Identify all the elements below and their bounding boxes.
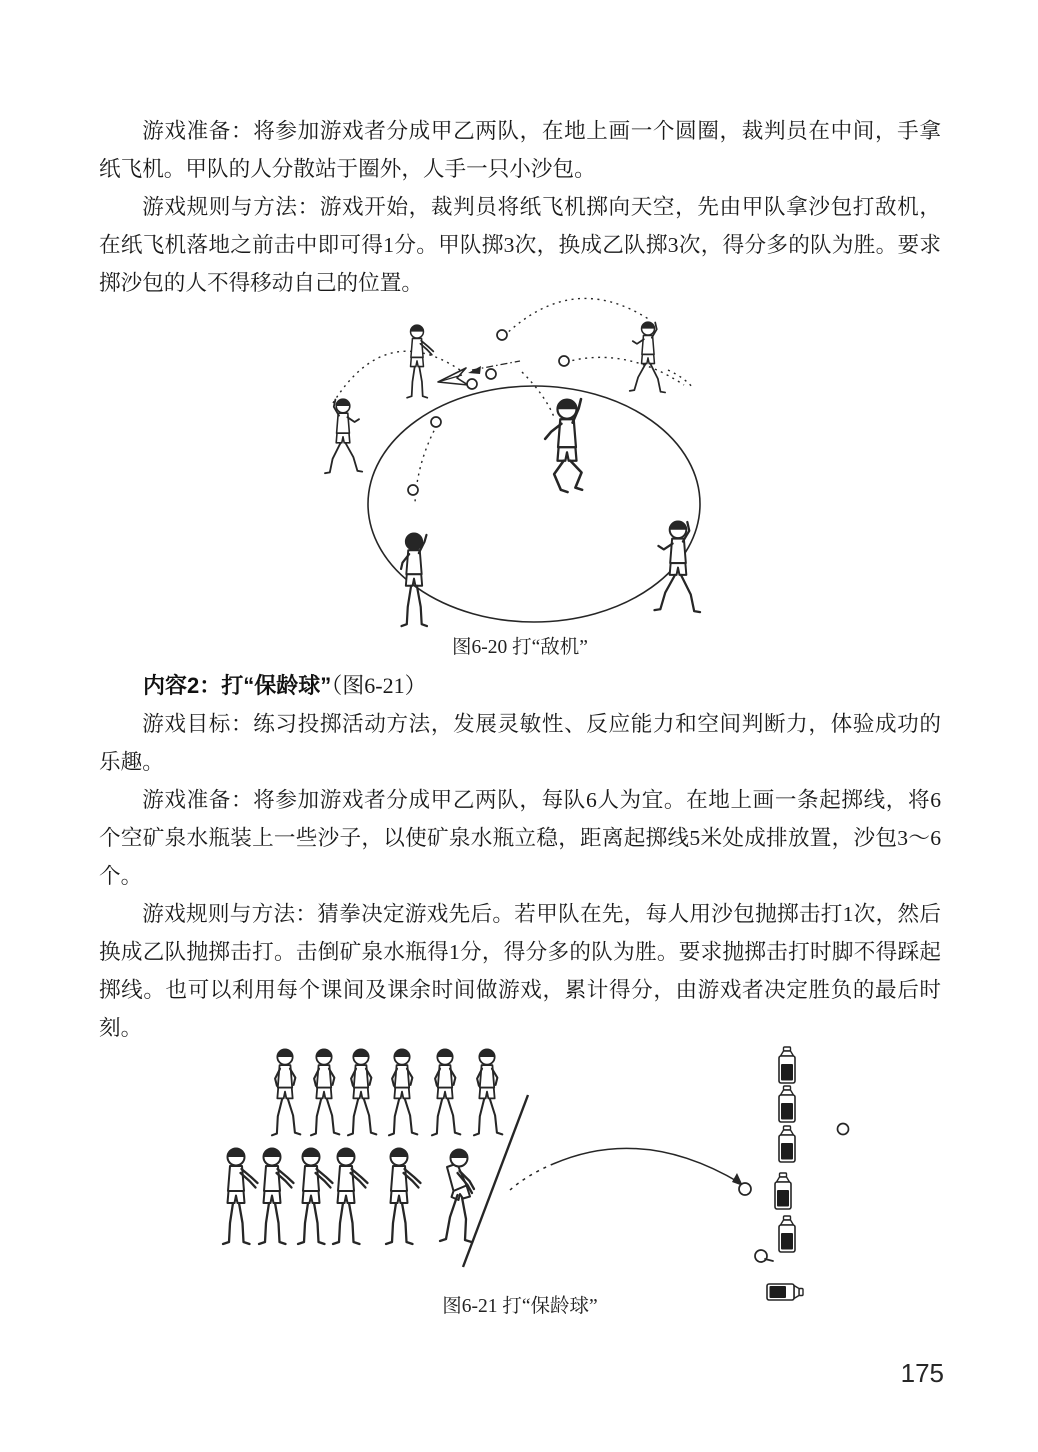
sandbag — [739, 1183, 751, 1195]
child-figure — [259, 1149, 294, 1245]
child-figure — [407, 325, 433, 398]
paragraph-game-preparation-1: 游戏准备：将参加游戏者分成甲乙两队，在地上画一个圆圈，裁判员在中间，手拿纸飞机。甲队的人分散站于圈外，人手一只小沙包。 — [99, 119, 941, 181]
child-figure — [432, 1049, 460, 1135]
sandbag — [486, 369, 496, 379]
child-figure — [325, 399, 362, 473]
water-bottle — [779, 1216, 795, 1252]
text-block-top — [99, 112, 941, 302]
throw-trajectory-dashed — [504, 298, 650, 336]
throw-trajectory-dashed — [333, 351, 460, 403]
text-block-bottom — [99, 705, 941, 1047]
child-figure — [386, 1149, 421, 1245]
child-figure — [545, 399, 582, 492]
water-bottle — [779, 1047, 795, 1083]
child-figure — [348, 1049, 376, 1135]
child-figure — [223, 1149, 258, 1245]
paragraph-game-goal-2: 游戏目标：练习投掷活动方法，发展灵敏性、反应能力和空间判断力，体验成功的乐趣。 — [99, 712, 941, 774]
section-heading-bold: 内容2：打“保龄球” — [143, 673, 332, 698]
plane-motion-arrowhead — [468, 366, 481, 374]
section-heading-content2 — [99, 670, 941, 702]
paragraph-game-rules-1: 游戏规则与方法：游戏开始，裁判员将纸飞机掷向天空，先由甲队拿沙包打敌机，在纸飞机落地之前击中即可得1分。甲队掷3次，换成乙队掷3次，得分多的队为胜。要求掷沙包的人不得移动自己的位置。 — [99, 195, 941, 295]
paragraph-game-preparation-2: 游戏准备：将参加游戏者分成甲乙两队，每队6人为宜。在地上画一条起掷线，将6个空矿泉水瓶装上一些沙子，以使矿泉水瓶立稳，距离起掷线5米处成排放置，沙包3～6个。 — [99, 788, 941, 888]
sandbag — [431, 417, 441, 427]
child-figure — [298, 1149, 333, 1245]
throw-trajectory-dashed — [566, 357, 684, 385]
trajectory-dashed — [510, 1164, 553, 1190]
throw-trajectory-dashed — [522, 372, 554, 417]
figure-6-21-caption: 图6-21 打“保龄球” — [442, 1296, 598, 1317]
water-bottle — [779, 1086, 795, 1122]
page-number: 175 — [900, 1358, 944, 1388]
paper-plane — [438, 368, 468, 385]
child-figure — [474, 1049, 502, 1135]
child-figure — [333, 1149, 368, 1245]
sandbag — [467, 379, 477, 389]
sandbag — [408, 485, 418, 495]
child-figure — [272, 1049, 300, 1135]
sandbag — [497, 330, 507, 340]
water-bottle — [779, 1126, 795, 1162]
throw-trajectory-dashed — [668, 370, 693, 388]
figure-6-20-hit-enemy-plane — [290, 288, 775, 640]
child-figure — [630, 322, 665, 392]
child-figure — [440, 1150, 474, 1243]
paragraph-game-rules-2: 游戏规则与方法：猜拳决定游戏先后。若甲队在先，每人用沙包抛掷击打1次，然后换成乙队抛掷击打。击倒矿泉水瓶得1分，得分多的队为胜。要求抛掷击打时脚不得踩起掷线。也可以利用每个课间及课余时间做游戏，累计得分，由游戏者决定胜负的最后时刻。 — [99, 902, 941, 1040]
section-heading-figure-ref: （图6-21） — [331, 673, 427, 698]
child-figure — [311, 1049, 339, 1135]
figure-6-21-bowling-game — [195, 1037, 885, 1300]
child-figure — [401, 533, 427, 626]
trajectory-solid — [553, 1148, 740, 1183]
water-bottle — [775, 1173, 791, 1209]
sandbag — [559, 356, 569, 366]
sandbag — [755, 1250, 767, 1262]
figure-6-20-caption: 图6-20 打“敌机” — [452, 637, 588, 658]
child-figure — [389, 1049, 417, 1135]
child-figure — [654, 521, 700, 612]
sandbag — [838, 1124, 849, 1135]
